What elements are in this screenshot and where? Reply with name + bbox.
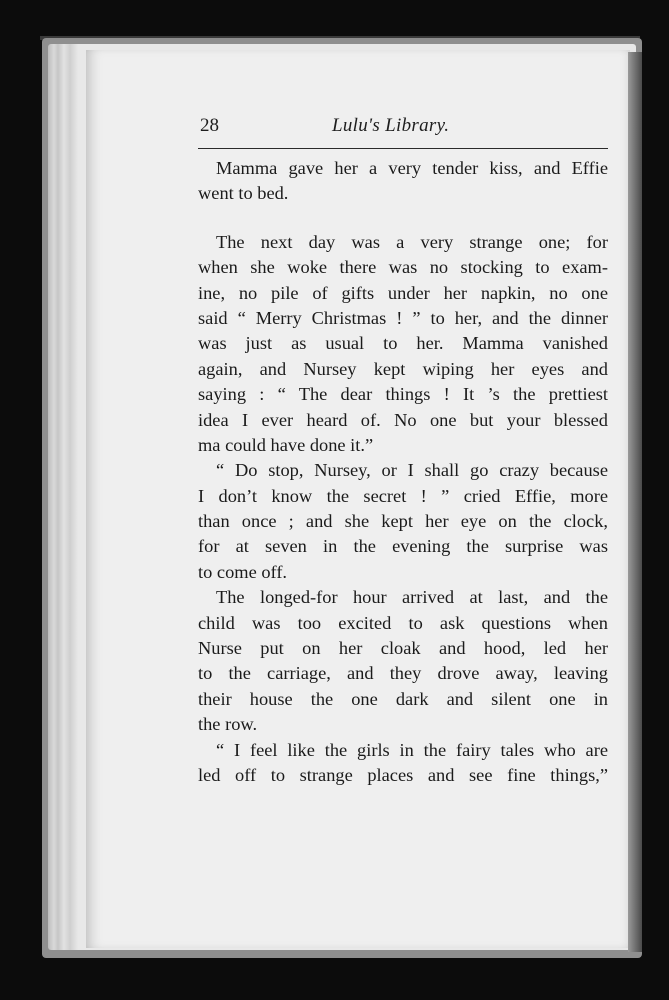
text-line: to come off. [198, 561, 288, 582]
text-line: “ Do stop, Nursey, or I shall go crazy because [216, 460, 608, 481]
text-line: said “ Merry Christmas ! ” to her, and the dinner [198, 307, 608, 328]
text-line: again, and Nursey kept wiping her eyes and [198, 358, 608, 379]
text-line: The next day was a very strange one; for [216, 231, 608, 252]
text-line: The longed-for hour arrived at last, and the [216, 587, 608, 608]
text-line: their house the one dark and silent one in [198, 688, 608, 709]
text-line: Mamma gave her a very tender kiss, and Effie [216, 158, 608, 178]
text-line: ine, no pile of gifts under her napkin, no one [198, 282, 608, 303]
text-line: when she woke there was no stocking to exam- [198, 257, 608, 278]
running-title: Lulu's Library. [332, 115, 450, 136]
text-line: I don’t know the secret ! ” cried Effie, more [198, 485, 608, 506]
text-line: the row. [198, 714, 258, 735]
text-line: to the carriage, and they drove away, leaving [198, 663, 608, 684]
body-text [198, 156, 608, 788]
text-line: was just as usual to her. Mamma vanished [198, 333, 608, 354]
running-header [200, 115, 610, 145]
text-line: “ I feel like the girls in the fairy tales who are [216, 739, 608, 760]
text-line: ma could have done it.” [198, 434, 374, 455]
text-line: saying : “ The dear things ! It ’s the prettiest [198, 384, 608, 405]
text-line: idea I ever heard of. No one but your blessed [198, 409, 608, 430]
text-line: for at seven in the evening the surprise was [198, 536, 608, 557]
page-fore-edge-shadow [628, 52, 642, 952]
text-line: Nurse put on her cloak and hood, led her [198, 638, 608, 659]
paragraph-gap [198, 207, 608, 230]
text-line: than once ; and she kept her eye on the clock, [198, 511, 608, 532]
text-line: led off to strange places and see fine things,” [198, 764, 608, 785]
text-line: went to bed. [198, 183, 289, 204]
header-rule [198, 148, 608, 149]
page-number: 28 [200, 115, 219, 136]
text-line: child was too excited to ask questions when [198, 612, 608, 633]
